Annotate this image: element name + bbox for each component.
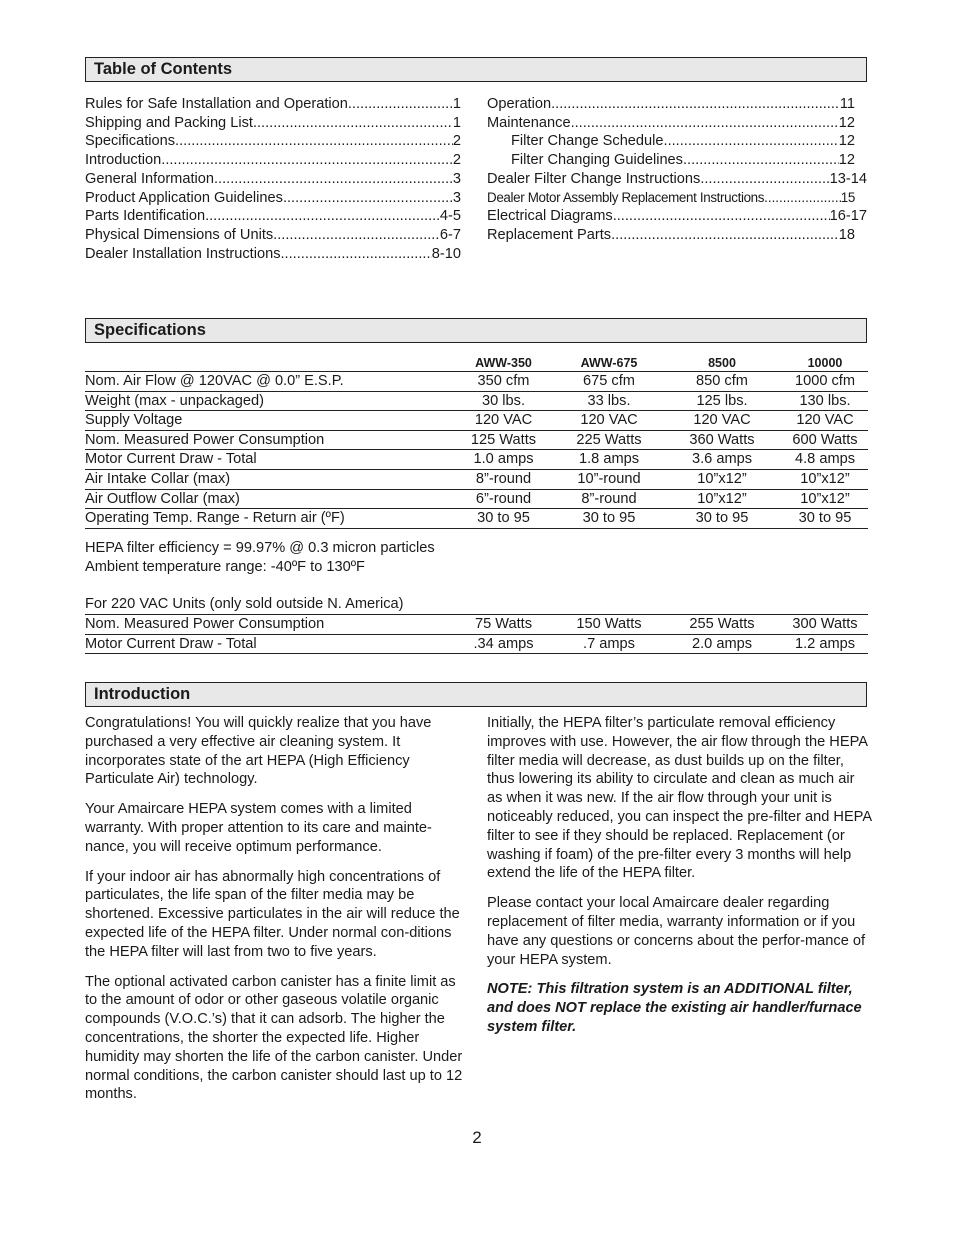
toc-entry[interactable]	[85, 95, 461, 114]
table-cell: 2.0 amps	[662, 634, 782, 654]
toc-entry[interactable]	[487, 151, 867, 170]
toc-entry-page: 11	[839, 96, 855, 112]
intro-right-column	[487, 714, 872, 1048]
specifications-table	[85, 355, 868, 529]
toc-entry-title: Maintenance	[487, 114, 571, 131]
table-cell: .34 amps	[451, 634, 556, 654]
table-row	[85, 509, 868, 529]
row-label: Air Intake Collar (max)	[85, 469, 451, 489]
table-row	[85, 634, 868, 654]
toc-entry-page: 18	[838, 226, 855, 243]
toc-left-column	[85, 95, 461, 263]
toc-entry-page: 6-7	[439, 226, 461, 243]
table-row	[85, 450, 868, 470]
toc-entry[interactable]	[85, 245, 461, 264]
row-label: Weight (max - unpackaged)	[85, 391, 451, 411]
table-row	[85, 372, 868, 392]
table-row	[85, 411, 868, 431]
table-cell: 30 to 95	[782, 509, 868, 529]
toc-entry-title: Filter Change Schedule	[511, 133, 664, 150]
toc-entry-page: 16-17	[829, 208, 867, 225]
toc-entry[interactable]	[487, 114, 867, 133]
table-cell: 125 lbs.	[662, 391, 782, 411]
toc-entry-page: 12	[838, 133, 855, 150]
table-header-row	[85, 355, 868, 372]
table-cell: 30 to 95	[556, 509, 662, 529]
table-cell: .7 amps	[556, 634, 662, 654]
table-cell: 10”-round	[556, 469, 662, 489]
table-cell: 675 cfm	[556, 372, 662, 392]
toc-entry-title: Dealer Motor Assembly Replacement Instructions	[487, 189, 765, 205]
paragraph: Please contact your local Amaircare dealer regarding replacement of filter media, warranty information or if you have any questions or concerns about the perfor-mance of your HEPA system.	[487, 895, 866, 968]
table-cell: 120 VAC	[556, 411, 662, 431]
paragraph: Your Amaircare HEPA system comes with a limited warranty. With proper attention to its care and mainte-nance, you will receive optimum performance.	[85, 801, 432, 855]
toc-entry[interactable]	[85, 170, 461, 189]
table-cell: 1.0 amps	[451, 450, 556, 470]
table-cell: 150 Watts	[556, 615, 662, 635]
vac220-heading: For 220 VAC Units (only sold outside N. America)	[85, 596, 404, 612]
toc-entry[interactable]	[85, 114, 461, 133]
row-label: Nom. Measured Power Consumption	[85, 430, 451, 450]
toc-entry-page: 1	[452, 96, 461, 112]
toc-entry-page: 1	[452, 114, 461, 131]
toc-entry[interactable]	[85, 226, 461, 245]
table-cell: 8”-round	[556, 489, 662, 509]
toc-entry-title: Filter Changing Guidelines	[511, 152, 683, 169]
table-cell: 30 to 95	[451, 509, 556, 529]
introduction-heading: Introduction	[85, 682, 867, 707]
table-cell: 125 Watts	[451, 430, 556, 450]
table-cell: 130 lbs.	[782, 391, 868, 411]
toc-entry-title: Parts Identification	[85, 208, 206, 225]
toc-entry-title: Electrical Diagrams	[487, 208, 613, 225]
paragraph: Congratulations! You will quickly realize that you have purchased a very effective air cleaning system. It incorporates state of the art HEPA (High Efficiency Particulate Air) technology.	[85, 715, 432, 788]
filtration-note: NOTE: This filtration system is an ADDITIONAL filter, and does NOT replace the existing air handler/furnace system filter.	[487, 981, 862, 1035]
toc-entry[interactable]	[487, 226, 867, 245]
toc-entry-page: 15	[840, 189, 855, 205]
table-cell: 300 Watts	[782, 615, 868, 635]
paragraph: Initially, the HEPA filter’s particulate removal efficiency improves with use. However, the air flow through the HEPA filter media will decrease, as dust builds up on the filter, thus lowering its ability to circulate and clean as much air as when it was new. If the air flow through your unit is noticeably reduced, you can inspect the pre-filter and HEPA filter to see if they should be replaced. Replacement (or washing if foam) of the pre-filter every 3 months will help extend the life of the HEPA filter.	[487, 715, 872, 882]
table-cell: 10”x12”	[662, 469, 782, 489]
toc-entry-title: Specifications	[85, 133, 176, 150]
table-cell: 850 cfm	[662, 372, 782, 392]
table-cell: 4.8 amps	[782, 450, 868, 470]
table-cell: 30 lbs.	[451, 391, 556, 411]
table-row	[85, 615, 868, 635]
toc-entry-page: 8-10	[431, 245, 461, 262]
table-cell: 600 Watts	[782, 430, 868, 450]
table-cell: 120 VAC	[451, 411, 556, 431]
toc-entry[interactable]	[487, 170, 867, 189]
table-cell: 30 to 95	[662, 509, 782, 529]
toc-entry-page: 3	[452, 170, 461, 187]
toc-entry[interactable]	[487, 207, 867, 226]
table-cell: 3.6 amps	[662, 450, 782, 470]
toc-entry-page: 12	[838, 114, 855, 131]
table-cell: 6”-round	[451, 489, 556, 509]
table-cell: 120 VAC	[782, 411, 868, 431]
toc-entry-page: 4-5	[439, 208, 461, 225]
table-cell: 350 cfm	[451, 372, 556, 392]
row-label: Operating Temp. Range - Return air (ºF)	[85, 509, 451, 529]
table-cell: 1.8 amps	[556, 450, 662, 470]
table-cell: 225 Watts	[556, 430, 662, 450]
column-header: AWW-675	[580, 356, 638, 370]
table-cell: 10”x12”	[782, 489, 868, 509]
row-label: Motor Current Draw - Total	[85, 450, 451, 470]
toc-entry[interactable]	[487, 95, 867, 114]
toc-entry-page: 13-14	[829, 170, 867, 187]
column-header: AWW-350	[475, 356, 532, 370]
table-cell: 8”-round	[451, 469, 556, 489]
toc-entry-page: 12	[838, 152, 855, 169]
paragraph: If your indoor air has abnormally high concentrations of particulates, the life span of the filter media may be shortened. Excessive particulates in the air will reduce the expected life of the HEPA filter. Under normal con-ditions the HEPA filter will last from two to five years.	[85, 868, 460, 960]
ambient-range-note: Ambient temperature range: -40ºF to 130ºF	[85, 559, 365, 575]
paragraph: The optional activated carbon canister has a finite limit as to the amount of odor or other gaseous volatile organic compounds (V.O.C.’s) that it can adsorb. The higher the concentrations, the shorter the expected life. Higher humidity may shorten the life of the carbon canister. Under normal conditions, the carbon canister should last up to 12 months.	[85, 973, 463, 1103]
table-cell: 33 lbs.	[556, 391, 662, 411]
toc-entry-title: Dealer Installation Instructions	[85, 245, 281, 262]
toc-entry-title: Product Application Guidelines	[85, 189, 283, 206]
toc-entry-title: Shipping and Packing List	[85, 114, 253, 131]
row-label: Supply Voltage	[85, 411, 451, 431]
toc-entry-title: Physical Dimensions of Units	[85, 226, 274, 243]
toc-entry[interactable]	[85, 132, 461, 151]
intro-left-column	[85, 714, 470, 1115]
specifications-heading: Specifications	[85, 318, 867, 343]
hepa-efficiency-note: HEPA filter efficiency = 99.97% @ 0.3 micron particles	[85, 540, 435, 556]
toc-entry-title: Replacement Parts	[487, 226, 612, 243]
toc-entry-title: Introduction	[85, 152, 162, 169]
toc-entry[interactable]	[85, 207, 461, 226]
table-cell: 360 Watts	[662, 430, 782, 450]
toc-entry-page: 2	[452, 152, 461, 169]
table-cell: 1.2 amps	[782, 634, 868, 654]
toc-entry-title: General Information	[85, 170, 214, 187]
table-row	[85, 489, 868, 509]
row-label: Motor Current Draw - Total	[85, 634, 451, 654]
table-cell: 10”x12”	[662, 489, 782, 509]
toc-entry-title: Rules for Safe Installation and Operation	[85, 96, 348, 112]
column-header: 10000	[807, 356, 843, 370]
table-row	[85, 469, 868, 489]
row-label: Air Outflow Collar (max)	[85, 489, 451, 509]
toc-right-column	[487, 95, 867, 245]
table-cell: 1000 cfm	[782, 372, 868, 392]
table-cell: 75 Watts	[451, 615, 556, 635]
vac220-table	[85, 614, 868, 654]
toc-entry-title: Dealer Filter Change Instructions	[487, 170, 701, 187]
toc-entry[interactable]	[85, 189, 461, 208]
row-label: Nom. Air Flow @ 120VAC @ 0.0” E.S.P.	[85, 372, 451, 392]
column-header: 8500	[708, 356, 736, 370]
toc-entry-title: Operation	[487, 96, 552, 112]
toc-entry-page: 2	[452, 133, 461, 150]
table-cell: 10”x12”	[782, 469, 868, 489]
page-number: 2	[472, 1128, 482, 1147]
table-cell: 120 VAC	[662, 411, 782, 431]
toc-heading: Table of Contents	[85, 57, 867, 82]
toc-entry-page: 3	[452, 189, 461, 206]
row-label: Nom. Measured Power Consumption	[85, 615, 451, 635]
table-row	[85, 391, 868, 411]
table-cell: 255 Watts	[662, 615, 782, 635]
table-row	[85, 430, 868, 450]
toc-entry[interactable]	[85, 151, 461, 170]
toc-entry[interactable]	[487, 189, 867, 208]
toc-entry[interactable]	[487, 132, 867, 151]
